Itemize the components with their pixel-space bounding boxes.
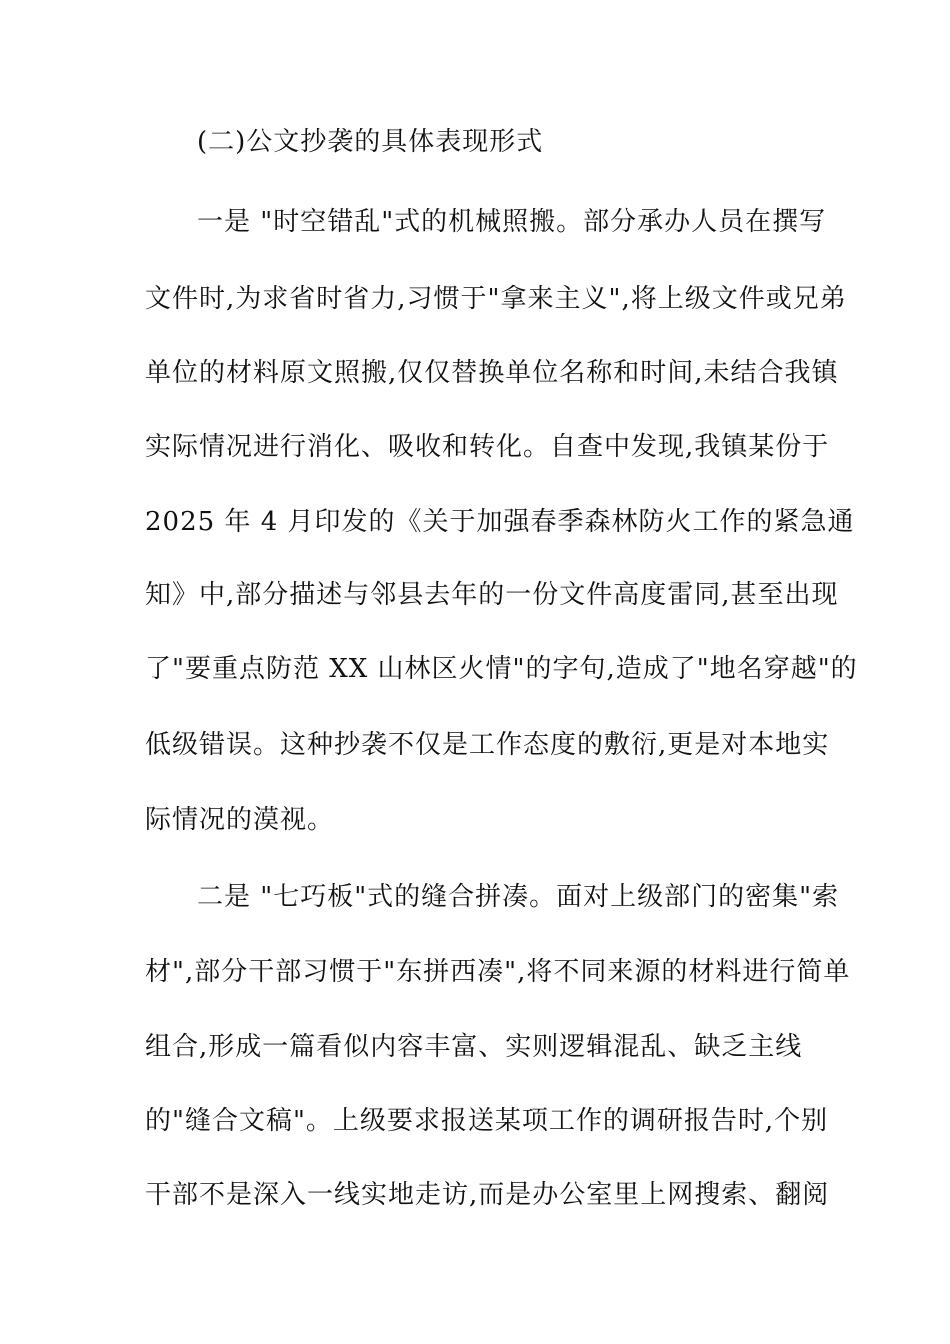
paragraph-2-line-2: 材",部分干部习惯于"东拼西凑",将不同来源的材料进行简单 — [145, 957, 851, 987]
section-heading: (二)公文抄袭的具体表现形式 — [197, 127, 544, 157]
paragraph-2-line-3: 组合,形成一篇看似内容丰富、实则逻辑混乱、缺乏主线 — [145, 1032, 803, 1062]
paragraph-2-line-5: 干部不是深入一线实地走访,而是办公室里上网搜索、翻阅 — [145, 1180, 830, 1210]
paragraph-1-line-5: 2025 年 4 月印发的《关于加强春季森林防火工作的紧急通 — [145, 507, 855, 537]
paragraph-1-line-3: 单位的材料原文照搬,仅仅替换单位名称和时间,未结合我镇 — [145, 358, 839, 388]
paragraph-2-line-4: 的"缝合文稿"。上级要求报送某项工作的调研报告时,个别 — [145, 1106, 829, 1136]
paragraph-1-line-6: 知》中,部分描述与邻县去年的一份文件高度雷同,甚至出现 — [145, 580, 839, 610]
paragraph-1-line-2: 文件时,为求省时省力,习惯于"拿来主义",将上级文件或兄弟 — [145, 284, 847, 314]
paragraph-1-line-1: 一是 "时空错乱"式的机械照搬。部分承办人员在撰写 — [197, 207, 827, 237]
paragraph-2-line-1: 二是 "七巧板"式的缝合拼凑。面对上级部门的密集"索 — [197, 882, 840, 912]
paragraph-1-line-7: 了"要重点防范 XX 山林区火情"的字句,造成了"地名穿越"的 — [145, 654, 858, 684]
paragraph-1-line-8: 低级错误。这种抄袭不仅是工作态度的敷衍,更是对本地实 — [145, 730, 830, 760]
paragraph-1-line-9: 际情况的漠视。 — [145, 805, 335, 835]
paragraph-1-line-4: 实际情况进行消化、吸收和转化。自查中发现,我镇某份于 — [145, 432, 830, 462]
